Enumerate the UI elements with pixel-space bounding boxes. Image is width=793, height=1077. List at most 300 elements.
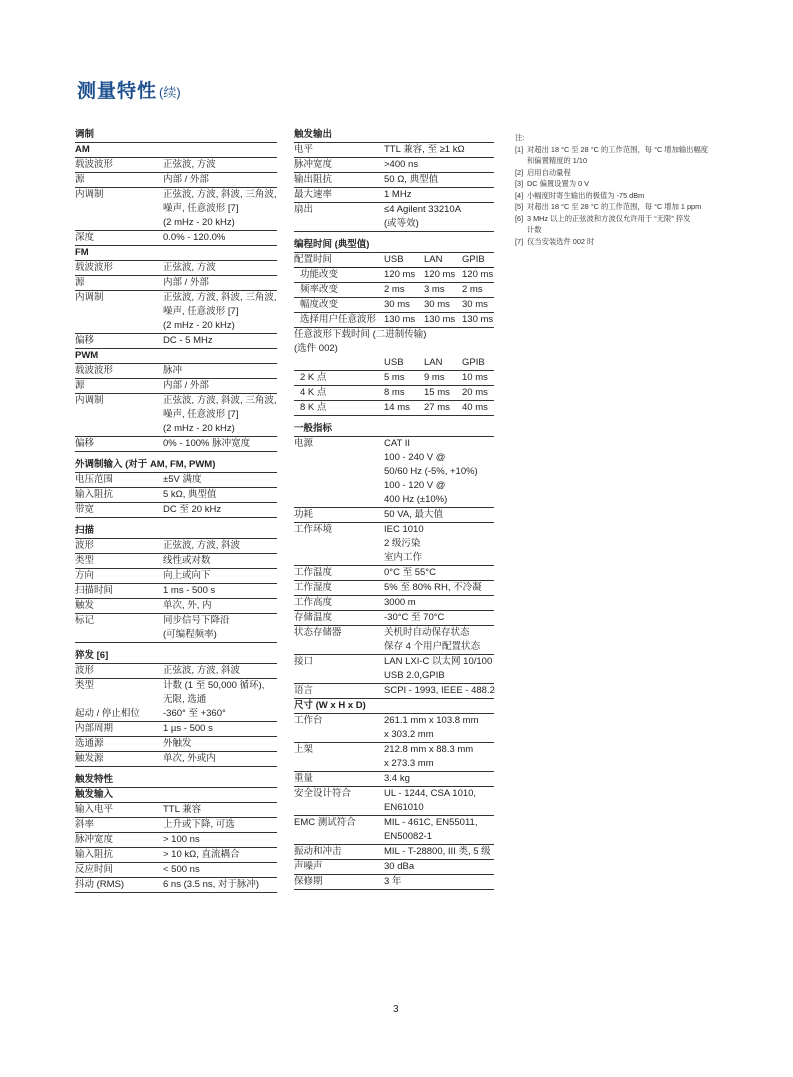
- spec-b: 无限, 选通: [163, 694, 207, 705]
- spec-b: 关机时自动保存状态: [384, 627, 470, 638]
- spec-row: [294, 401, 494, 416]
- spec-b: 正弦波, 方波, 斜波, 三角波,: [163, 395, 277, 406]
- spec-a: 载波波形: [75, 365, 114, 376]
- spec-row: [294, 596, 494, 611]
- spec-row: [294, 437, 494, 451]
- spec-row: [75, 422, 277, 437]
- spec-row: [294, 537, 494, 551]
- spec-b: 50 Ω, 典型值: [384, 174, 439, 185]
- spec-row: [294, 386, 494, 401]
- spec-row: [294, 203, 494, 217]
- spec-a: PWM: [75, 350, 99, 361]
- spec-row: [75, 305, 277, 319]
- spec-row: [75, 364, 277, 379]
- section-heading: [75, 649, 277, 664]
- spec-d: 30 ms: [462, 299, 488, 310]
- spec-a: 脉冲宽度: [294, 159, 333, 170]
- spec-b: 保存 4 个用户配置状态: [384, 641, 481, 652]
- page-number: 3: [393, 1004, 399, 1015]
- spec-c: 3 ms: [424, 284, 445, 295]
- spec-a: 内部周期: [75, 723, 114, 734]
- spec-b: 50/60 Hz (-5%, +10%): [384, 466, 478, 477]
- footnote-item: [515, 236, 755, 248]
- spec-a: 类型: [75, 680, 95, 691]
- spec-d: 120 ms: [462, 269, 494, 280]
- spec-a: 起动 / 停止相位: [75, 708, 140, 719]
- spec-a: 载波波形: [75, 159, 114, 170]
- spec-row: [75, 737, 277, 752]
- spec-row: [75, 833, 277, 848]
- spec-b: 5 ms: [384, 372, 405, 383]
- spec-row: [75, 488, 277, 503]
- spec-row: [75, 554, 277, 569]
- spec-row: [75, 599, 277, 614]
- spec-a: 扇出: [294, 204, 314, 215]
- spec-row: [75, 408, 277, 422]
- spec-b: 6 ns (3.5 ns, 对于脉冲): [163, 879, 260, 890]
- spec-b: 261.1 mm x 103.8 mm: [384, 715, 479, 726]
- spec-b: x 273.3 mm: [384, 758, 434, 769]
- spec-row: [294, 772, 494, 787]
- spec-b: 0.0% - 120.0%: [163, 232, 226, 243]
- spec-a: 配置时间: [294, 254, 333, 265]
- footnote-text: 仅当安装选件 002 时: [527, 236, 595, 246]
- spec-row: [75, 276, 277, 291]
- spec-b: 0°C 至 55°C: [384, 567, 436, 578]
- spec-b: 2 ms: [384, 284, 405, 295]
- spec-row: [294, 298, 494, 313]
- spec-b: >400 ns: [384, 159, 419, 170]
- spec-a: 一般指标: [294, 423, 333, 434]
- spec-a: 重量: [294, 773, 314, 784]
- spec-row: [75, 679, 277, 693]
- spec-a: 语言: [294, 685, 314, 696]
- spec-b: 脉冲: [163, 365, 183, 376]
- spec-column-left: [75, 128, 277, 893]
- spec-row: [294, 875, 494, 890]
- spec-row: [75, 707, 277, 722]
- spec-a: 触发输出: [294, 129, 333, 140]
- spec-b: ±5V 满度: [163, 474, 202, 485]
- spec-c: LAN: [424, 254, 443, 265]
- spec-b: 线性或对数: [163, 555, 211, 566]
- spec-row: [75, 503, 277, 518]
- footnote-key: [6]: [515, 213, 524, 223]
- spec-a: 触发特性: [75, 774, 114, 785]
- spec-a: 任意波形下载时间 (二进制传输): [294, 329, 427, 340]
- spec-row: [75, 334, 277, 349]
- section-heading: [75, 143, 277, 158]
- spec-row: [294, 743, 494, 757]
- spec-row: [294, 465, 494, 479]
- spec-a: 源: [75, 380, 85, 391]
- spec-a: 最大速率: [294, 189, 333, 200]
- spec-a: 内调制: [75, 189, 104, 200]
- footnote-key: [1]: [515, 144, 524, 154]
- footnote-text: 和偏置精度的 1/10: [527, 156, 588, 165]
- spec-b: 内部 / 外部: [163, 174, 209, 185]
- spec-row: [294, 342, 494, 356]
- spec-b: 噪声, 任意波形 [7]: [163, 409, 239, 420]
- spec-a: 触发源: [75, 753, 104, 764]
- spec-row: [75, 803, 277, 818]
- spec-b: 正弦波, 方波: [163, 159, 216, 170]
- spec-row: [75, 291, 277, 305]
- spec-a: 抖动 (RMS): [75, 879, 125, 890]
- spec-a: 源: [75, 277, 85, 288]
- spec-b: x 303.2 mm: [384, 729, 434, 740]
- spec-b: 30 dBa: [384, 861, 415, 872]
- spec-b: TTL 兼容, 至 ≥1 kΩ: [384, 144, 465, 155]
- spec-row: [75, 319, 277, 334]
- spec-a: 工作湿度: [294, 582, 333, 593]
- spec-b: 计数 (1 至 50,000 循环),: [163, 680, 265, 691]
- spec-row: [75, 664, 277, 679]
- section-heading: [75, 773, 277, 788]
- spec-a: 波形: [75, 665, 95, 676]
- spec-row: [75, 379, 277, 394]
- spec-b: 正弦波, 方波, 斜波: [163, 540, 241, 551]
- spec-a: 触发输入: [75, 789, 114, 800]
- spec-b: > 100 ns: [163, 834, 200, 845]
- spec-b: (可编程频率): [163, 629, 217, 640]
- spec-a: 4 K 点: [300, 387, 327, 398]
- footnote-text: DC 偏置设置为 0 V: [527, 179, 590, 188]
- spec-c: 15 ms: [424, 387, 450, 398]
- spec-a: 安全设计符合: [294, 788, 352, 799]
- spec-row: [75, 584, 277, 599]
- spec-a: 扫描: [75, 525, 95, 536]
- footnote-text: 3 MHz 以上的正弦波和方波仅允许用于 “无限” 猝发: [527, 213, 691, 223]
- spec-a: 内调制: [75, 395, 104, 406]
- section-heading: [294, 422, 494, 437]
- spec-row: [75, 261, 277, 276]
- spec-b: USB: [384, 357, 404, 368]
- spec-c: 130 ms: [424, 314, 456, 325]
- spec-d: 130 ms: [462, 314, 494, 325]
- spec-row: [294, 508, 494, 523]
- spec-b: -30°C 至 70°C: [384, 612, 445, 623]
- spec-row: [75, 848, 277, 863]
- spec-row: [294, 581, 494, 596]
- spec-a: 外调制输入 (对于 AM, FM, PWM): [75, 459, 216, 470]
- spec-row: [75, 818, 277, 833]
- spec-row: [75, 173, 277, 188]
- spec-row: [294, 787, 494, 801]
- spec-row: [294, 714, 494, 728]
- spec-c: 30 ms: [424, 299, 450, 310]
- section-heading: [75, 349, 277, 364]
- spec-d: 2 ms: [462, 284, 483, 295]
- spec-d: 40 ms: [462, 402, 488, 413]
- spec-b: 1 µs - 500 s: [163, 723, 213, 734]
- spec-row: [294, 816, 494, 830]
- spec-b: DC 至 20 kHz: [163, 504, 222, 515]
- footnote-text: 对超出 18 °C 至 28 °C 的工作范围，每 °C 增加输出幅度: [527, 144, 709, 154]
- spec-a: 载波波形: [75, 262, 114, 273]
- spec-row: [294, 143, 494, 158]
- spec-a: FM: [75, 247, 89, 258]
- spec-b: 400 Hz (±10%): [384, 494, 448, 505]
- spec-row: [75, 628, 277, 643]
- spec-row: [294, 626, 494, 640]
- spec-a: (选件 002): [294, 343, 338, 354]
- spec-a: 选通源: [75, 738, 104, 749]
- footnote-item: [515, 155, 755, 167]
- page-title-suffix: (续): [159, 85, 181, 100]
- spec-b: MIL - 461C, EN55011,: [384, 817, 478, 828]
- spec-b: DC - 5 MHz: [163, 335, 213, 346]
- spec-row: [75, 188, 277, 202]
- spec-b: 8 ms: [384, 387, 405, 398]
- spec-a: 功耗: [294, 509, 314, 520]
- spec-b: CAT II: [384, 438, 411, 449]
- spec-a: AM: [75, 144, 90, 155]
- footnote-item: [515, 213, 755, 225]
- spec-row: [294, 328, 494, 342]
- spec-row: [294, 283, 494, 298]
- spec-a: 输入阻抗: [75, 849, 114, 860]
- spec-b: 30 ms: [384, 299, 410, 310]
- spec-b: 50 VA, 最大值: [384, 509, 443, 520]
- spec-row: [75, 569, 277, 584]
- spec-row: [294, 566, 494, 581]
- spec-b: LAN LXI-C 以太网 10/100: [384, 656, 493, 667]
- spec-row: [75, 231, 277, 246]
- spec-row: [294, 268, 494, 283]
- spec-row: [294, 523, 494, 537]
- spec-b: 噪声, 任意波形 [7]: [163, 203, 239, 214]
- spec-b: 正弦波, 方波: [163, 262, 216, 273]
- footnote-key: [5]: [515, 202, 524, 211]
- section-heading: [75, 246, 277, 261]
- spec-b: 1 ms - 500 s: [163, 585, 216, 596]
- footnote-text: 对超出 18 °C 至 28 °C 的工作范围，每 °C 增加 1 ppm: [527, 202, 702, 211]
- spec-a: 偏移: [75, 335, 95, 346]
- section-heading: [75, 128, 277, 143]
- spec-d: GPIB: [462, 254, 485, 265]
- footnote-key: [3]: [515, 179, 524, 188]
- spec-d: 10 ms: [462, 372, 488, 383]
- spec-row: [75, 693, 277, 707]
- spec-a: 电压范围: [75, 474, 114, 485]
- spec-b: EN50082-1: [384, 831, 433, 842]
- spec-row: [75, 863, 277, 878]
- spec-a: 工作台: [294, 715, 323, 726]
- footnote-item: [515, 144, 755, 156]
- spec-b: 单次, 外或内: [163, 753, 216, 764]
- spec-b: 内部 / 外部: [163, 380, 209, 391]
- spec-b: < 500 ns: [163, 864, 200, 875]
- spec-b: 2 级污染: [384, 538, 421, 549]
- spec-a: 输入电平: [75, 804, 114, 815]
- spec-b: 5% 至 80% RH, 不冷凝: [384, 582, 482, 593]
- spec-a: 振动和冲击: [294, 846, 342, 857]
- spec-a: 电源: [294, 438, 314, 449]
- spec-b: 0% - 100% 脉冲宽度: [163, 438, 251, 449]
- spec-a: 输出阻抗: [294, 174, 333, 185]
- footnote-item: [515, 167, 755, 179]
- spec-a: 尺寸 (W x H x D): [294, 700, 366, 711]
- spec-b: 130 ms: [384, 314, 416, 325]
- spec-a: 接口: [294, 656, 314, 667]
- spec-b: MIL - T-28800, III 类, 5 级: [384, 846, 491, 857]
- spec-b: -360° 至 +360°: [163, 708, 226, 719]
- footnote-item: [515, 201, 755, 213]
- spec-row: [294, 655, 494, 669]
- footnotes-title: 注:: [515, 133, 525, 142]
- spec-row: [75, 158, 277, 173]
- spec-a: 上架: [294, 744, 314, 755]
- table-header-row: [294, 356, 494, 371]
- spec-row: [294, 479, 494, 493]
- footnote-key: [2]: [515, 167, 524, 177]
- spec-row: [294, 640, 494, 655]
- spec-b: 正弦波, 方波, 斜波: [163, 665, 241, 676]
- spec-b: ≤4 Agilent 33210A: [384, 204, 462, 215]
- spec-row: [75, 394, 277, 408]
- spec-a: 2 K 点: [300, 372, 327, 383]
- spec-a: 编程时间 (典型值): [294, 239, 370, 250]
- spec-row: [294, 371, 494, 386]
- section-heading: [294, 699, 494, 714]
- spec-b: 内部 / 外部: [163, 277, 209, 288]
- spec-b: USB 2.0,GPIB: [384, 670, 445, 681]
- spec-row: [75, 614, 277, 628]
- spec-b: TTL 兼容: [163, 804, 202, 815]
- spec-row: [294, 860, 494, 875]
- spec-row: [294, 684, 494, 699]
- spec-b: (2 mHz - 20 kHz): [163, 320, 235, 331]
- spec-a: EMC 测试符合: [294, 817, 356, 828]
- spec-b: 向上或向下: [163, 570, 211, 581]
- spec-b: 同步信号下降沿: [163, 615, 230, 626]
- spec-row: [75, 539, 277, 554]
- spec-b: > 10 kΩ, 直流耦合: [163, 849, 240, 860]
- spec-row: [294, 451, 494, 465]
- spec-d: GPIB: [462, 357, 485, 368]
- spec-a: 工作温度: [294, 567, 333, 578]
- footnote-text: 计数: [527, 225, 542, 234]
- spec-b: 上升或下降, 可选: [163, 819, 235, 830]
- spec-b: UL - 1244, CSA 1010,: [384, 788, 477, 799]
- spec-a: 深度: [75, 232, 95, 243]
- spec-b: (2 mHz - 20 kHz): [163, 217, 235, 228]
- footnote-item: [515, 178, 755, 190]
- spec-b: IEC 1010: [384, 524, 424, 535]
- spec-row: [75, 216, 277, 231]
- spec-row: [294, 801, 494, 816]
- spec-row: [294, 845, 494, 860]
- footnotes: [515, 132, 755, 247]
- spec-b: (2 mHz - 20 kHz): [163, 423, 235, 434]
- spec-a: 偏移: [75, 438, 95, 449]
- footnote-text: 启用自动量程: [527, 167, 571, 177]
- spec-a: 斜率: [75, 819, 95, 830]
- spec-a: 状态存储器: [294, 627, 342, 638]
- spec-b: 1 MHz: [384, 189, 412, 200]
- spec-c: 9 ms: [424, 372, 445, 383]
- spec-a: 功能改变: [300, 269, 339, 280]
- spec-row: [294, 313, 494, 328]
- spec-a: 调制: [75, 129, 95, 140]
- spec-b: 室内工作: [384, 552, 423, 563]
- spec-c: 27 ms: [424, 402, 450, 413]
- spec-b: 3.4 kg: [384, 773, 410, 784]
- section-heading: [75, 524, 277, 539]
- spec-a: 8 K 点: [300, 402, 327, 413]
- spec-c: 120 ms: [424, 269, 456, 280]
- spec-row: [75, 878, 277, 893]
- spec-row: [294, 611, 494, 626]
- spec-a: 猝发 [6]: [75, 650, 109, 661]
- spec-b: 3 年: [384, 876, 402, 887]
- spec-a: 扫描时间: [75, 585, 114, 596]
- footnote-text: 小幅度时寄生输出的极值为 -75 dBm: [527, 190, 645, 200]
- spec-a: 存储温度: [294, 612, 333, 623]
- spec-d: 20 ms: [462, 387, 488, 398]
- spec-b: USB: [384, 254, 404, 265]
- spec-a: 反应时间: [75, 864, 114, 875]
- spec-a: 带宽: [75, 504, 95, 515]
- spec-b: 正弦波, 方波, 斜波, 三角波,: [163, 189, 277, 200]
- spec-a: 频率改变: [300, 284, 339, 295]
- footnote-item: [515, 224, 755, 236]
- table-header-row: [294, 253, 494, 268]
- spec-b: 100 - 240 V @: [384, 452, 446, 463]
- spec-b: 14 ms: [384, 402, 410, 413]
- page-title: 测量特性 (续): [77, 81, 181, 102]
- spec-a: 标记: [75, 615, 95, 626]
- spec-a: 源: [75, 174, 85, 185]
- spec-row: [75, 722, 277, 737]
- spec-b: 正弦波, 方波, 斜波, 三角波,: [163, 292, 277, 303]
- spec-a: 脉冲宽度: [75, 834, 114, 845]
- spec-a: 工作环境: [294, 524, 333, 535]
- spec-row: [294, 830, 494, 845]
- spec-a: 保修期: [294, 876, 323, 887]
- spec-b: 噪声, 任意波形 [7]: [163, 306, 239, 317]
- spec-c: LAN: [424, 357, 443, 368]
- spec-row: [294, 728, 494, 743]
- spec-row: [294, 551, 494, 566]
- spec-a: 触发: [75, 600, 95, 611]
- footnote-key: [4]: [515, 190, 524, 200]
- spec-b: 100 - 120 V @: [384, 480, 446, 491]
- spec-row: [75, 473, 277, 488]
- spec-row: [294, 173, 494, 188]
- spec-a: 类型: [75, 555, 95, 566]
- spec-b: 单次, 外, 内: [163, 600, 212, 611]
- spec-row: [75, 437, 277, 452]
- spec-row: [294, 669, 494, 684]
- spec-row: [294, 158, 494, 173]
- footnote-item: [515, 190, 755, 202]
- spec-b: SCPI - 1993, IEEE - 488.2: [384, 685, 495, 696]
- spec-b: 3000 m: [384, 597, 416, 608]
- spec-b: 120 ms: [384, 269, 416, 280]
- spec-row: [294, 757, 494, 772]
- spec-b: 5 kΩ, 典型值: [163, 489, 217, 500]
- spec-a: 选择用户任意波形: [300, 314, 377, 325]
- spec-a: 工作高度: [294, 597, 333, 608]
- section-heading: [75, 788, 277, 803]
- section-heading: [75, 458, 277, 473]
- spec-b: (或等效): [384, 218, 419, 229]
- spec-row: [75, 752, 277, 767]
- spec-column-middle: [294, 128, 494, 890]
- spec-b: 212.8 mm x 88.3 mm: [384, 744, 474, 755]
